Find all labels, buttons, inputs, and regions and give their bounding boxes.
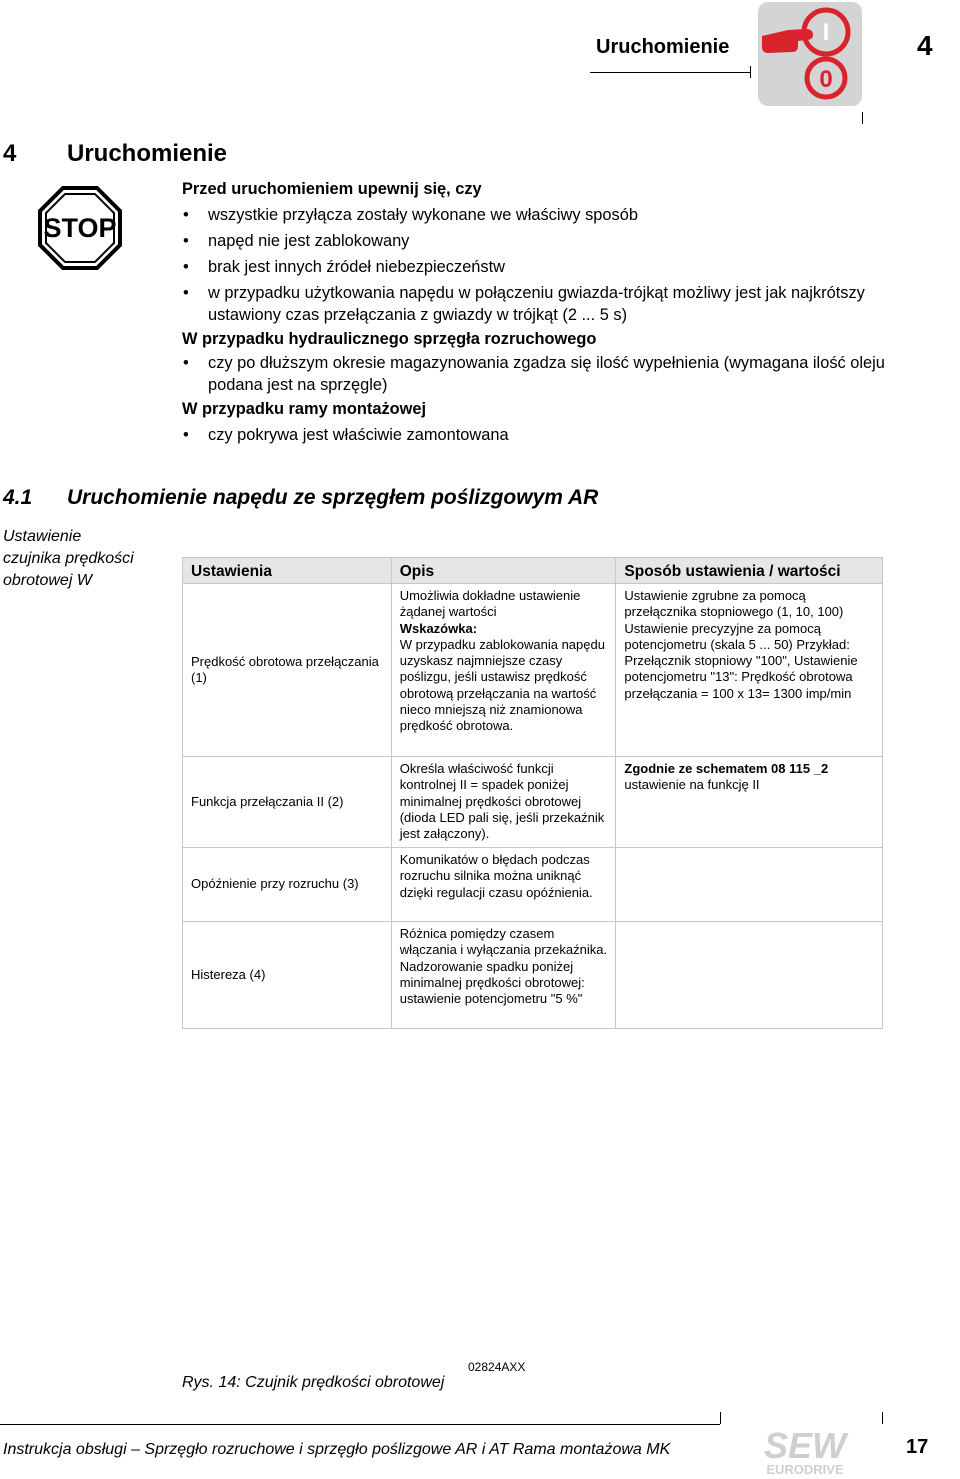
- section-number: 4: [3, 140, 17, 167]
- stop-sign-text: STOP: [43, 213, 117, 243]
- method-bold-text: Zgodnie ze schematem 08 115 _2: [624, 761, 829, 776]
- check-item: • brak jest innych źródeł niebezpieczeństw: [183, 258, 506, 276]
- table-header-row: [183, 558, 883, 584]
- check-item: • w przypadku użytkowania napędu w połączeniu gwiazda-trójkąt możliwy jest jak najkrótszy ustawiony czas przełączania z gwiazdy w trójkąt (2 ... 5 s): [183, 284, 865, 324]
- svg-text:SEW: SEW: [763, 1428, 847, 1466]
- subsection-heading: [3, 486, 598, 510]
- margin-note: Ustawienie czujnika prędkości obrotowej W: [3, 528, 134, 589]
- method-text: ustawienie na funkcję II: [624, 777, 760, 793]
- description-text: W przypadku zablokowania napędu uzyskasz najmniejsze czasy poślizgu, jeśli ustawisz prędkość obrotową przełączania na wartość nieco mniejszą niż znamionowa prędkość obrotowa.: [399, 636, 605, 734]
- method-cell: [616, 922, 883, 1029]
- table-row: [183, 757, 883, 848]
- method-cell: [616, 848, 883, 922]
- setting-cell: Funkcja przełączania II (2): [183, 757, 392, 848]
- sew-eurodrive-logo: [752, 1428, 858, 1476]
- crop-mark: [720, 1412, 721, 1424]
- settings-table: [182, 557, 883, 1029]
- method-cell: [616, 757, 883, 848]
- check-item: • czy po dłuższym okresie magazynowania zgadza się ilość wypełnienia (wymagana ilość oleju podana jest na sprzęgle): [183, 354, 885, 394]
- running-header-title: Uruchomienie: [596, 36, 730, 58]
- table-row: [183, 848, 883, 922]
- figure-caption: Rys. 14: Czujnik prędkości obrotowej: [182, 1374, 445, 1391]
- setting-cell: Histereza (4): [183, 922, 392, 1029]
- subsection-number: 4.1: [3, 486, 33, 509]
- svg-text:EURODRIVE: EURODRIVE: [766, 1462, 844, 1476]
- description-text: Umożliwia dokładne ustawienie żądanej wartości: [399, 588, 581, 620]
- table-row: [183, 584, 883, 757]
- setting-cell: Prędkość obrotowa przełączania (1): [183, 584, 392, 757]
- description-cell: Określa właściwość funkcji kontrolnej II = spadek poniżej minimalnej prędkości obrotowej (dioda LED pali się, jeśli przekaźnik jest załączony).: [391, 757, 616, 848]
- on-symbol: I: [822, 19, 830, 46]
- column-header: Ustawienia: [183, 558, 392, 584]
- header-rule: [590, 72, 750, 73]
- column-header: Opis: [391, 558, 616, 584]
- method-cell: Ustawienie zgrubne za pomocą przełącznika stopniowego (1, 10, 100) Ustawienie precyzyjne za pomocą potencjometru (skala 5 ... 50) Przykład: Przełącznik stopniowy "100", Ustawienie potencjometru "13": Prędkość obrotowa przełączania = 100 x 13= 1300 imp/min: [616, 584, 883, 757]
- stop-sign-icon: [38, 186, 122, 270]
- footer-document-title: Instrukcja obsługi – Sprzęgło rozruchowe i sprzęgło poślizgowe AR i AT Rama montażowa MK: [3, 1441, 671, 1458]
- table-row: [183, 922, 883, 1029]
- frame-heading: W przypadku ramy montażowej: [182, 400, 427, 418]
- hint-label: Wskazówka:: [399, 620, 478, 636]
- crop-mark: [882, 1412, 883, 1424]
- setting-cell: Opóźnienie przy rozruchu (3): [183, 848, 392, 922]
- chapter-number: 4: [917, 30, 933, 61]
- check-item: • wszystkie przyłącza zostały wykonane we właściwy sposób: [183, 206, 638, 224]
- column-header: Sposób ustawienia / wartości: [616, 558, 883, 584]
- section-heading: [3, 140, 227, 168]
- check-item: • czy pokrywa jest właściwie zamontowana: [183, 426, 509, 444]
- start-stop-hand-icon: [758, 2, 862, 106]
- figure-id: 02824AXX: [468, 1360, 526, 1374]
- description-cell: Różnica pomiędzy czasem włączania i wyłączania przekaźnika. Nadzorowanie spadku poniżej minimalnej prędkości obrotowej: ustawienie potencjometru "5 %": [391, 922, 616, 1029]
- footer-rule: [0, 1424, 720, 1425]
- subsection-title: Uruchomienie napędu ze sprzęgłem poślizgowym AR: [67, 486, 599, 509]
- page-number: 17: [906, 1436, 929, 1458]
- description-cell: Komunikatów o błędach podczas rozruchu silnika można uniknąć dzięki regulacji czasu opóźnienia.: [391, 848, 616, 922]
- crop-mark: [862, 112, 863, 124]
- description-cell: [391, 584, 616, 757]
- check-item: • napęd nie jest zablokowany: [183, 232, 410, 250]
- off-symbol: 0: [819, 66, 833, 93]
- section-title: Uruchomienie: [67, 140, 228, 167]
- hydraulic-heading: W przypadku hydraulicznego sprzęgła rozruchowego: [182, 330, 597, 348]
- crop-mark: [750, 66, 751, 78]
- precheck-intro: Przed uruchomieniem upewnij się, czy: [182, 180, 482, 198]
